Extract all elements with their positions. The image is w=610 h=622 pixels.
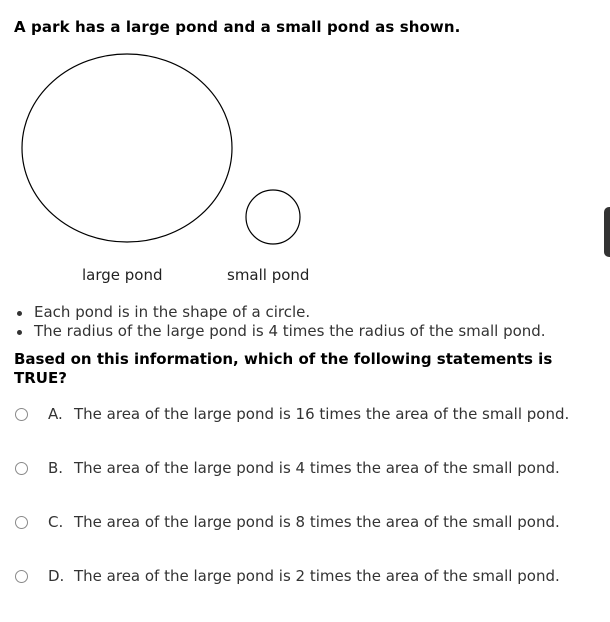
- facts-list: [14, 303, 546, 341]
- choice-letter: D.: [48, 567, 65, 585]
- choice-text: The area of the large pond is 4 times the area of the small pond.: [74, 459, 560, 477]
- large-pond-label: large pond: [82, 266, 163, 284]
- radio-button[interactable]: [15, 570, 28, 583]
- small-pond-circle: [246, 190, 300, 244]
- choice-d[interactable]: [14, 564, 610, 588]
- question-stem: Based on this information, which of the following statements is TRUE?: [14, 350, 553, 387]
- choice-c[interactable]: [14, 510, 610, 534]
- choice-a[interactable]: [14, 402, 610, 426]
- choice-text: The area of the large pond is 2 times the area of the small pond.: [74, 567, 560, 585]
- choice-letter: C.: [48, 513, 64, 531]
- list-item: Each pond is in the shape of a circle.: [14, 303, 546, 322]
- radio-button[interactable]: [15, 408, 28, 421]
- list-item: The radius of the large pond is 4 times the radius of the small pond.: [14, 322, 546, 341]
- large-pond-circle: [22, 54, 232, 242]
- small-pond-label: small pond: [227, 266, 310, 284]
- side-panel-tab[interactable]: [604, 207, 610, 257]
- ponds-figure: [0, 50, 360, 250]
- choice-b[interactable]: [14, 456, 610, 480]
- choice-text: The area of the large pond is 16 times the area of the small pond.: [74, 405, 570, 423]
- choice-letter: B.: [48, 459, 64, 477]
- radio-button[interactable]: [15, 516, 28, 529]
- choice-text: The area of the large pond is 8 times the area of the small pond.: [74, 513, 560, 531]
- choice-letter: A.: [48, 405, 63, 423]
- radio-button[interactable]: [15, 462, 28, 475]
- question-prompt: A park has a large pond and a small pond as shown.: [14, 18, 461, 36]
